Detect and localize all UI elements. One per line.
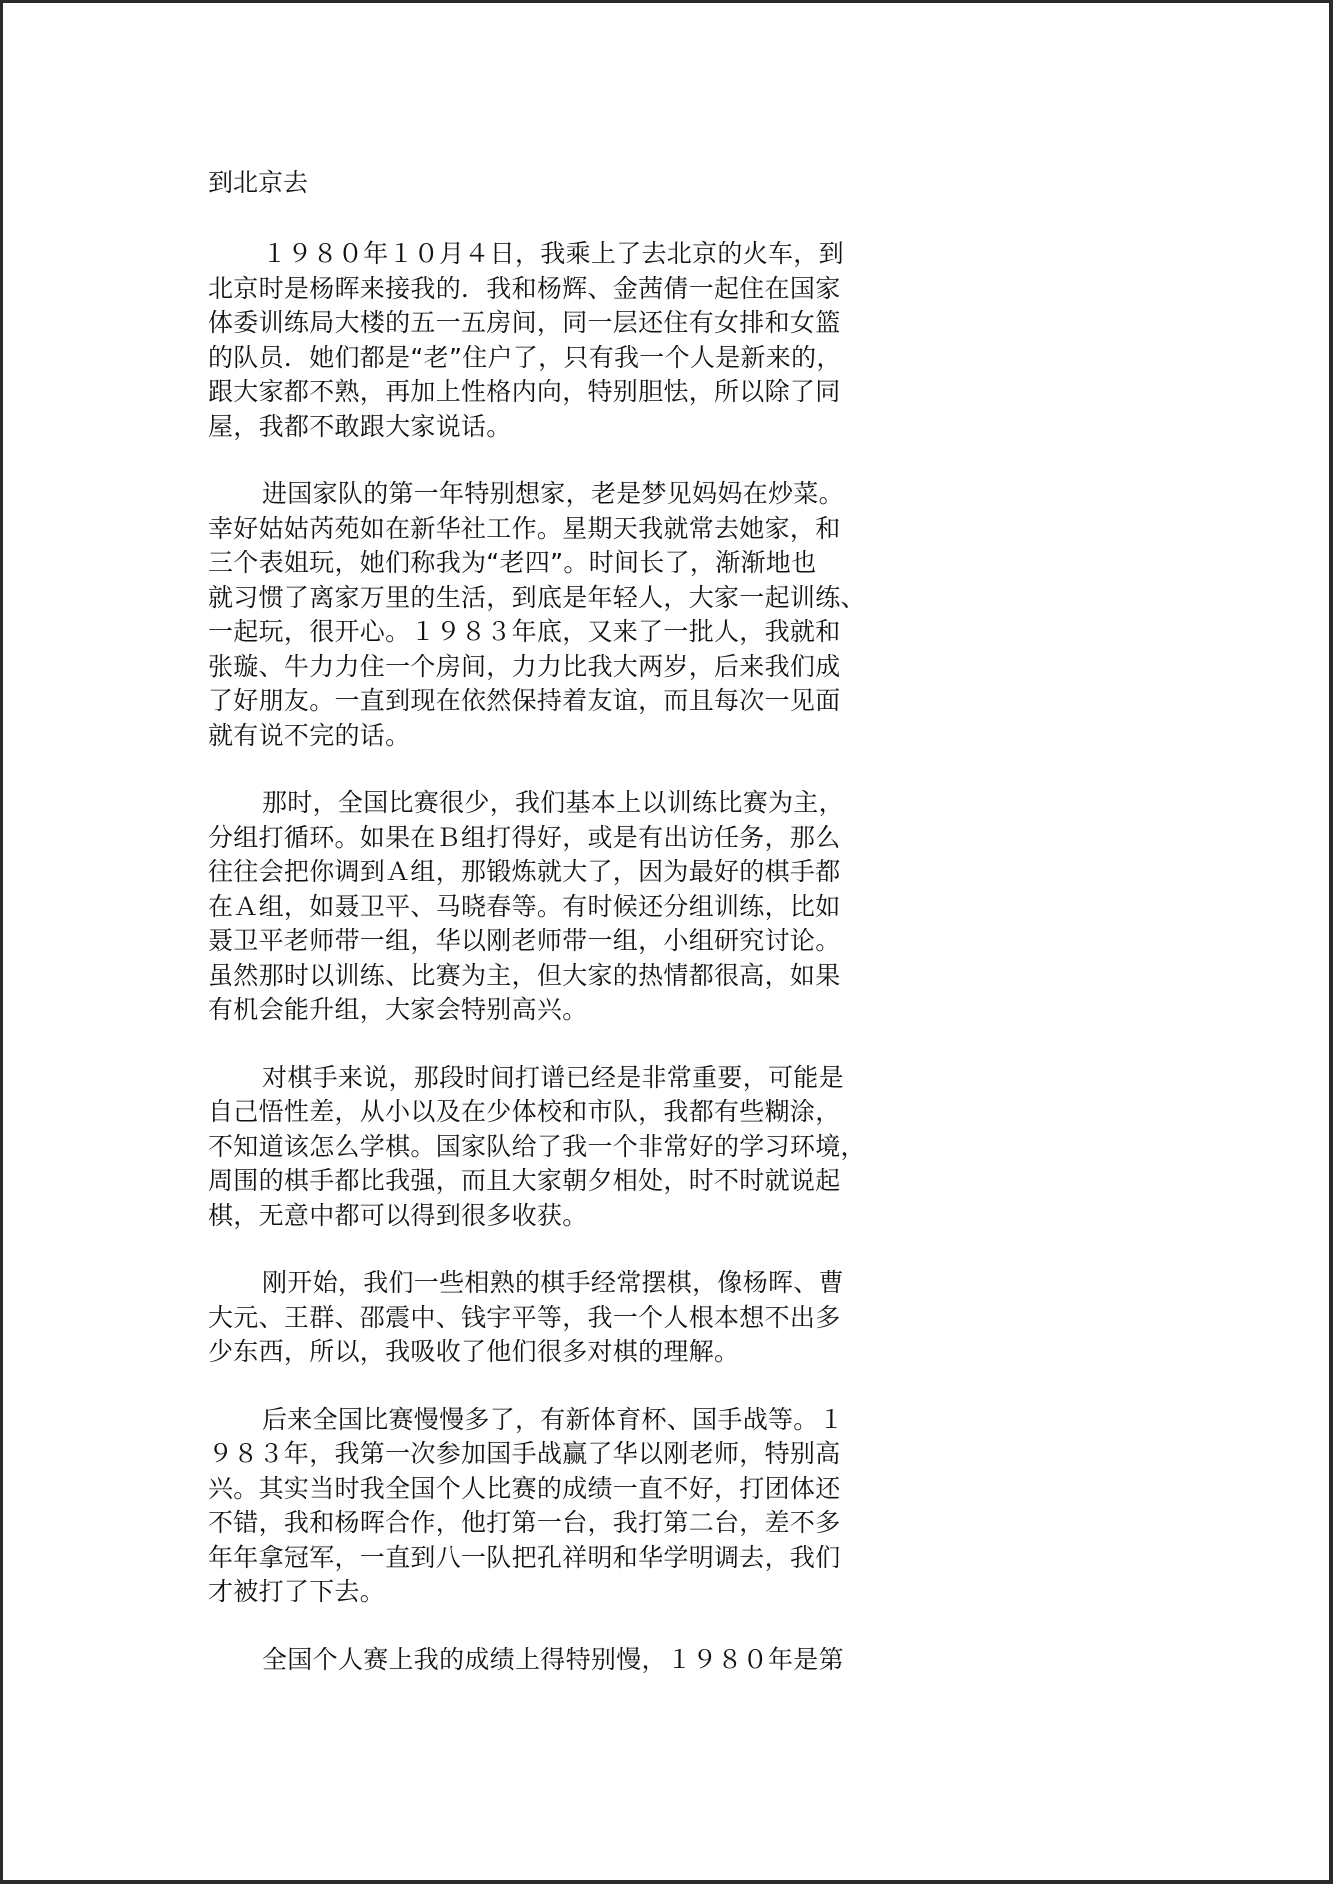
paragraph-line: 不知道该怎么学棋。国家队给了我一个非常好的学习环境， (208, 1131, 866, 1161)
paragraph-line: 少东西，所以，我吸收了他们很多对棋的理解。 (208, 1337, 740, 1366)
paragraph-line: 屋，我都不敢跟大家说话。 (208, 411, 512, 441)
paragraph-line: 往往会把你调到Ａ组，那锻炼就大了，因为最好的棋手都 (208, 857, 841, 886)
paragraph-line: 自己悟性差，从小以及在少体校和市队，我都有些糊涂， (208, 1097, 841, 1126)
paragraph-line: 棋，无意中都可以得到很多收获。 (208, 1200, 588, 1230)
paragraph (208, 237, 888, 444)
paragraph-line: 的队员．她们都是“老”住户了，只有我一个人是新来的， (208, 342, 842, 372)
paragraph-line: 周围的棋手都比我强，而且大家朝夕相处，时不时就说起 (208, 1166, 841, 1195)
paragraph-line: 体委训练局大楼的五一五房间，同一层还住有女排和女篮 (208, 308, 841, 337)
paragraph-line: 分组打循环。如果在Ｂ组打得好，或是有出访任务，那么 (208, 822, 841, 852)
paragraph-line: 兴。其实当时我全国个人比赛的成绩一直不好，打团体还 (208, 1473, 841, 1503)
paragraph-line: 就习惯了离家万里的生活，到底是年轻人，大家一起训练、 (208, 582, 866, 612)
paragraph-line: 三个表姐玩，她们称我为“老四”。时间长了，渐渐地也 (208, 548, 817, 577)
paragraph-line: 才被打了下去。 (208, 1577, 386, 1606)
paragraph-line: ９８３年，我第一次参加国手战赢了华以刚老师，特别高 (208, 1439, 841, 1468)
paragraph-line: 在Ａ组，如聂卫平、马晓春等。有时候还分组训练，比如 (208, 891, 841, 921)
paragraph-line: 不错，我和杨晖合作，他打第一台，我打第二台，差不多 (208, 1508, 841, 1537)
paragraph-line: 张璇、牛力力住一个房间，力力比我大两岁，后来我们成 (208, 651, 841, 681)
paragraph-line: 跟大家都不熟，再加上性格内向，特别胆怯，所以除了同 (208, 377, 841, 406)
paragraph-line: 就有说不完的话。 (208, 720, 411, 750)
paragraph-line: 了好朋友。一直到现在依然保持着友谊，而且每次一见面 (208, 686, 841, 715)
paragraph-line: 进国家队的第一年特别想家，老是梦见妈妈在炒菜。 (262, 479, 844, 508)
paragraph (208, 1061, 888, 1234)
paragraph-line: 北京时是杨晖来接我的．我和杨辉、金茜倩一起住在国家 (208, 273, 841, 303)
paragraph (208, 477, 888, 753)
article-body (208, 237, 888, 1710)
paragraph-line: 后来全国比赛慢慢多了，有新体育杯、国手战等。１ (262, 1404, 844, 1434)
paragraph-line: 全国个人赛上我的成绩上得特别慢，１９８０年是第 (262, 1644, 844, 1674)
paragraph (208, 1266, 888, 1370)
paragraph-line: 幸好姑姑芮苑如在新华社工作。星期天我就常去她家，和 (208, 513, 841, 543)
paragraph-line: 对棋手来说，那段时间打谱已经是非常重要，可能是 (262, 1062, 844, 1092)
paragraph-line: 大元、王群、邵震中、钱宇平等，我一个人根本想不出多 (208, 1302, 841, 1332)
paragraph-line: １９８０年１０月４日，我乘上了去北京的火车，到 (262, 239, 844, 268)
paragraph-line: 有机会能升组，大家会特别高兴。 (208, 995, 588, 1024)
paragraph-line: 刚开始，我们一些相熟的棋手经常摆棋，像杨晖、曹 (262, 1268, 844, 1297)
paragraph-line: 虽然那时以训练、比赛为主，但大家的热情都很高，如果 (208, 960, 841, 990)
paragraph-line: 一起玩，很开心。１９８３年底，又来了一批人，我就和 (208, 617, 841, 646)
paragraph-line: 那时，全国比赛很少，我们基本上以训练比赛为主， (262, 788, 844, 817)
paragraph (208, 1643, 888, 1678)
paragraph (208, 786, 888, 1028)
article-title: 到北京去 (208, 168, 309, 197)
paragraph-line: 年年拿冠军，一直到八一队把孔祥明和华学明调去，我们 (208, 1542, 841, 1572)
paragraph-line: 聂卫平老师带一组，华以刚老师带一组，小组研究讨论。 (208, 926, 841, 955)
paragraph (208, 1403, 888, 1610)
